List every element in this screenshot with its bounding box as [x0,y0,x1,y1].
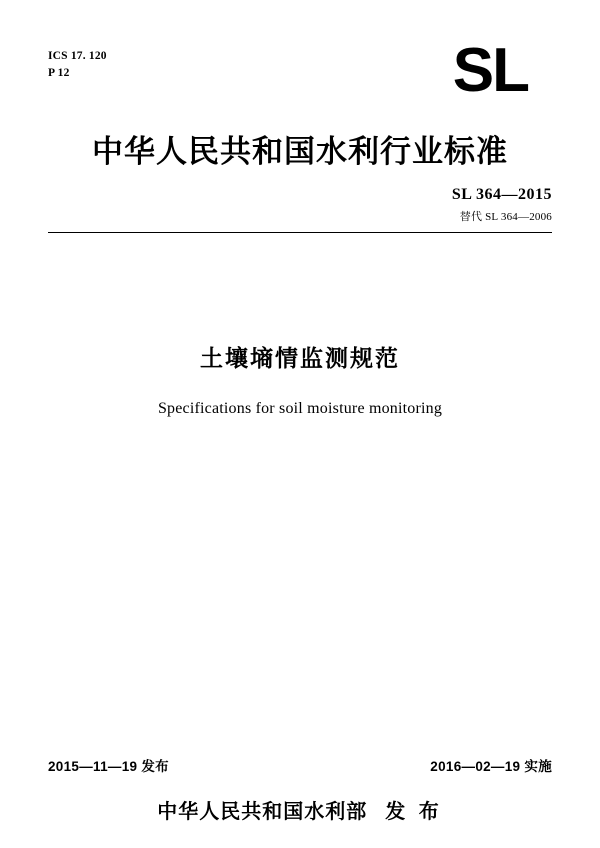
publisher-verb: 发 布 [385,801,443,823]
publisher-name: 中华人民共和国水利部 [157,801,368,823]
standard-number-block [252,186,552,224]
document-title-en: Specifications for soil moisture monitoring [157,400,443,417]
footer-dates [48,755,552,775]
ics-code: ICS 17. 120 [48,50,107,62]
publisher-line [0,795,600,824]
document-title-cn: 土壤墒情监测规范 [200,345,400,371]
header-row [48,36,552,118]
standard-number: SL 364—2015 [451,186,552,203]
effective-date: 2016—02—19 实施 [430,759,552,774]
standard-replaces: 替代 SL 364—2006 [459,211,552,223]
classification-code: P 12 [48,67,70,79]
horizontal-rule [48,232,552,233]
issue-date: 2015—11—19 发布 [48,759,169,774]
ics-block [48,48,107,82]
sl-logo: SL [452,36,528,105]
standard-series-title: 中华人民共和国水利行业标准 [92,134,508,169]
